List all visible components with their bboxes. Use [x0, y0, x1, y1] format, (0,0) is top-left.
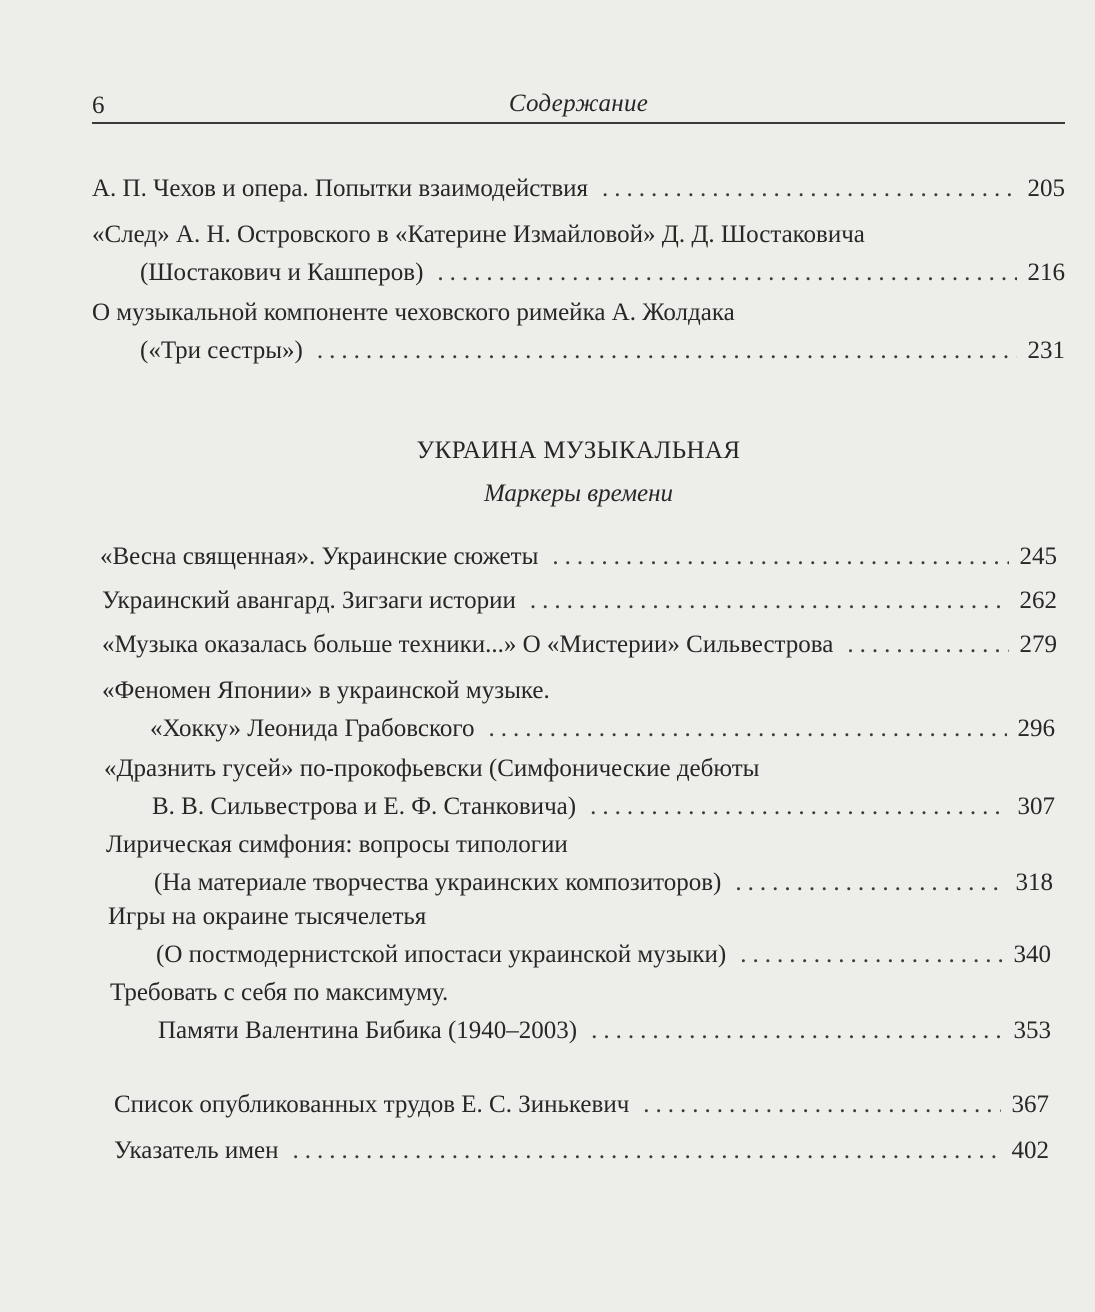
- toc-page-number: 231: [1027, 337, 1065, 364]
- toc-entry-line: [102, 626, 1057, 664]
- toc-page-number: 353: [1013, 1017, 1051, 1044]
- toc-entry-line: [110, 974, 1051, 1012]
- toc-entry-title-cont: («Три сестры»): [140, 337, 303, 364]
- toc-entry: [92, 216, 1065, 292]
- toc-leader-dots: [590, 788, 1007, 826]
- toc-leader-dots: [735, 864, 1005, 902]
- toc-page-number: 402: [1011, 1137, 1049, 1164]
- toc-leader-dots: [602, 170, 1017, 208]
- toc-entry-line: [102, 582, 1057, 620]
- toc-entry: [106, 826, 1053, 902]
- toc-leader-dots: [488, 710, 1007, 748]
- toc-entry: [92, 294, 1065, 370]
- toc-page-number: 318: [1015, 869, 1053, 896]
- toc-entry-title-cont: (О постмодернистской ипостаси украинской музыки): [156, 941, 727, 968]
- toc-entry-line: [100, 538, 1057, 576]
- toc-entry: [100, 538, 1057, 576]
- toc-entry-title: О музыкальной компоненте чеховского римейка А. Жолдака: [92, 299, 735, 326]
- toc-entry-line: [104, 750, 1055, 788]
- toc-page-number: 279: [1019, 631, 1057, 658]
- toc-entry-line: [108, 936, 1051, 974]
- toc-entry-line: [106, 864, 1053, 902]
- toc-entry: [114, 1086, 1049, 1124]
- toc-entry: [102, 672, 1055, 748]
- toc-entry-line: [92, 332, 1065, 370]
- running-head: Содержание: [508, 90, 649, 117]
- toc-entry-title: Игры на окраине тысячелетья: [108, 903, 427, 930]
- toc-entry-line: [92, 254, 1065, 292]
- toc-entry-title: Лирическая симфония: вопросы типологии: [106, 831, 568, 858]
- toc-entry-title: Требовать с себя по максимуму.: [110, 979, 449, 1006]
- toc-entry-line: [108, 898, 1051, 936]
- toc-entry-title: Указатель имен: [114, 1137, 279, 1164]
- toc-leader-dots: [552, 538, 1009, 576]
- toc-entry-line: [102, 672, 1055, 710]
- toc-leader-dots: [847, 626, 1009, 664]
- toc-entry-title-cont: (Шостакович и Кашперов): [140, 259, 424, 286]
- toc-leader-dots: [317, 332, 1017, 370]
- toc-entry-title: «Весна священная». Украинские сюжеты: [100, 543, 539, 570]
- toc-entry-title: «След» А. Н. Островского в «Катерине Измайловой» Д. Д. Шостаковича: [92, 221, 865, 248]
- toc-entry-title: Украинский авангард. Зигзаги истории: [102, 587, 516, 614]
- toc-entry-title-cont: (На материале творчества украинских композиторов): [154, 869, 722, 896]
- toc-leader-dots: [591, 1012, 1003, 1050]
- toc-leader-dots: [530, 582, 1009, 620]
- toc-page-number: 340: [1013, 941, 1051, 968]
- toc-entry-line: [102, 710, 1055, 748]
- toc-entry-line: [110, 1012, 1051, 1050]
- toc-entry: [102, 582, 1057, 620]
- toc-entry-title: Список опубликованных трудов Е. С. Зинькевич: [114, 1091, 630, 1118]
- toc-page-number: 307: [1017, 793, 1055, 820]
- section-subtitle: Маркеры времени: [483, 480, 674, 507]
- toc-entry-title-cont: В. В. Сильвестрова и Е. Ф. Станковича): [152, 793, 577, 820]
- toc-leader-dots: [293, 1132, 1001, 1170]
- toc-entry-line: [114, 1132, 1049, 1170]
- section-title: УКРАИНА МУЗЫКАЛЬНАЯ: [416, 437, 741, 464]
- toc-entry-title-cont: Памяти Валентина Бибика (1940–2003): [158, 1017, 578, 1044]
- toc-page-number: 245: [1019, 543, 1057, 570]
- toc-entry-title: «Дразнить гусей» по-прокофьевски (Симфонические дебюты: [104, 755, 760, 782]
- toc-entry: [104, 750, 1055, 826]
- toc-page-number: 367: [1011, 1091, 1049, 1118]
- toc-page-number: 205: [1027, 175, 1065, 202]
- toc-entry-line: [106, 826, 1053, 864]
- toc-entry: [110, 974, 1051, 1050]
- page-number: 6: [92, 92, 105, 119]
- toc-entry-line: [92, 216, 1065, 254]
- toc-entry-title: «Музыка оказалась больше техники...» О «Мистерии» Сильвестрова: [102, 631, 834, 658]
- toc-entry-line: [114, 1086, 1049, 1124]
- toc-leader-dots: [740, 936, 1003, 974]
- toc-entry-line: [92, 294, 1065, 332]
- toc-entry: [92, 170, 1065, 208]
- toc-entry-line: [104, 788, 1055, 826]
- toc-page-number: 296: [1017, 715, 1055, 742]
- toc-entry: [114, 1132, 1049, 1170]
- toc-page-number: 216: [1027, 259, 1065, 286]
- toc-entry-line: [92, 170, 1065, 208]
- toc-entry-title: А. П. Чехов и опера. Попытки взаимодействия: [92, 175, 589, 202]
- toc-entry-title-cont: «Хокку» Леонида Грабовского: [150, 715, 475, 742]
- header-rule: [92, 122, 1065, 124]
- toc-entry: [108, 898, 1051, 974]
- toc-entry: [102, 626, 1057, 664]
- toc-leader-dots: [437, 254, 1017, 292]
- toc-leader-dots: [643, 1086, 1001, 1124]
- page-header: [92, 88, 1065, 128]
- toc-entry-title: «Феномен Японии» в украинской музыке.: [102, 677, 550, 704]
- toc-page-number: 262: [1019, 587, 1057, 614]
